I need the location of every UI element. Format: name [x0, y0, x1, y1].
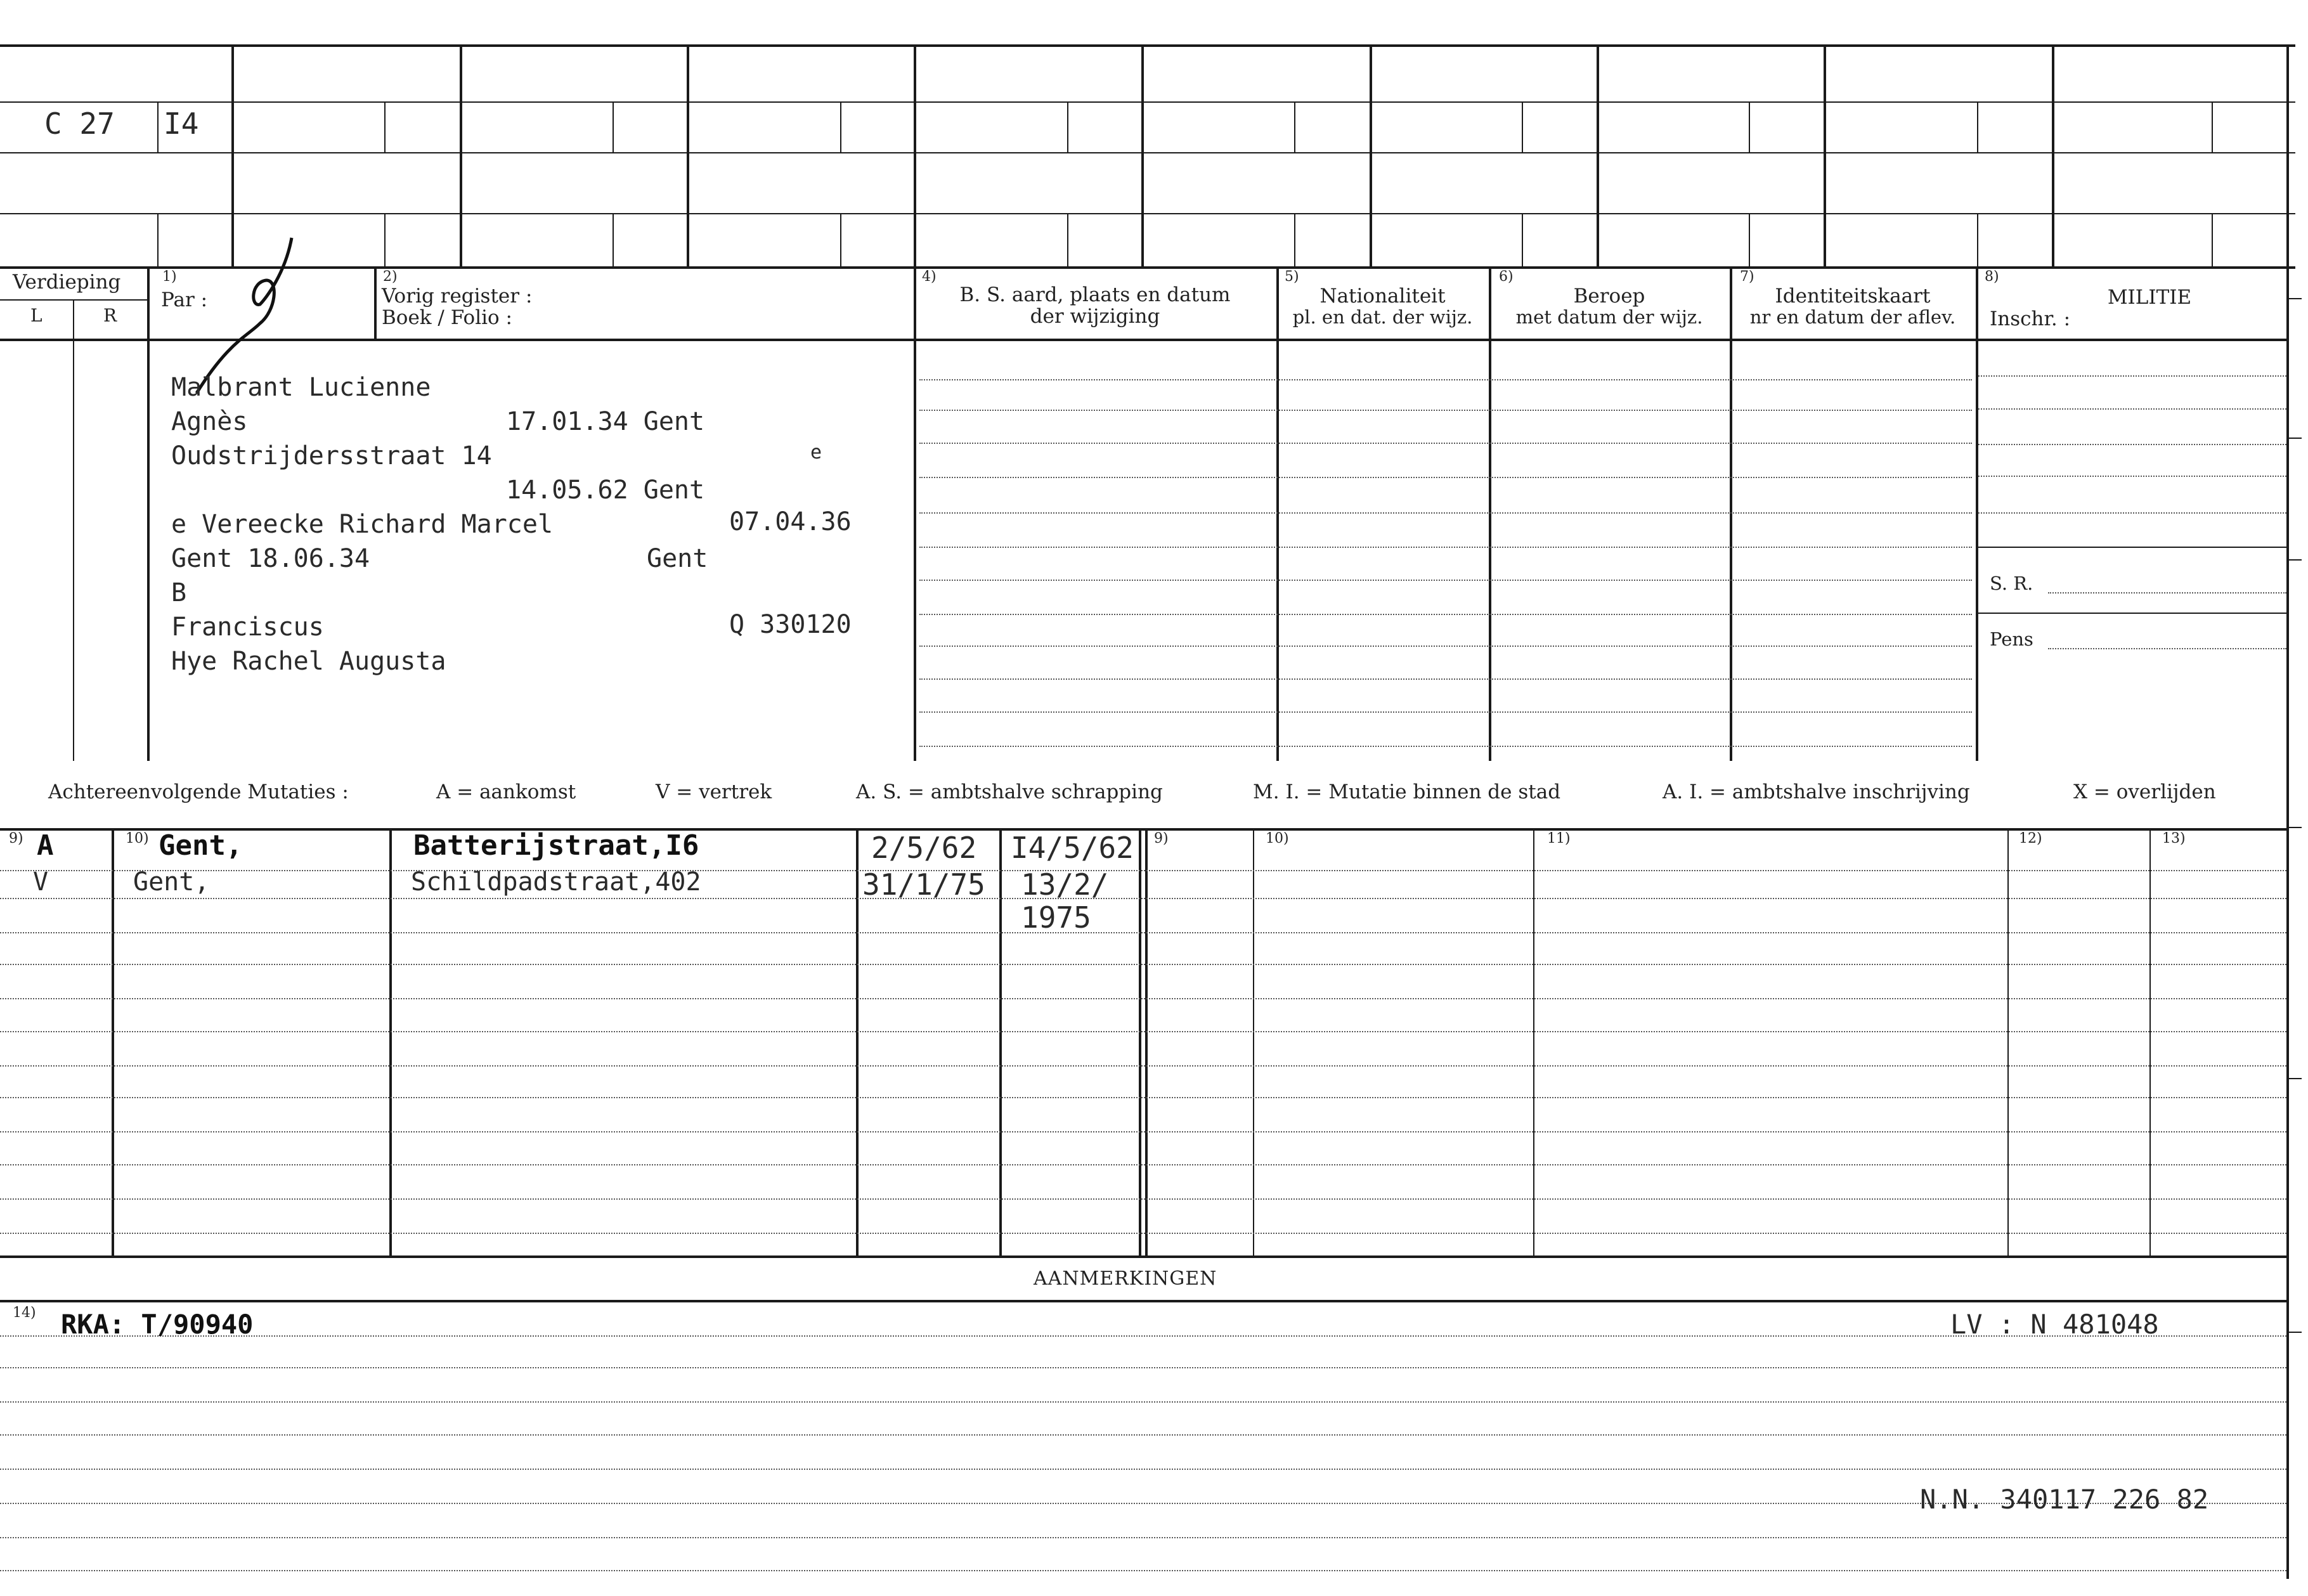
col7-number: 7) [1740, 269, 1754, 285]
verdieping-label: Verdieping [13, 271, 121, 294]
sr-label: S. R. [1990, 573, 2033, 594]
legend-x: X = overlijden [2073, 781, 2216, 803]
person-spouse-date: 07.04.36 [729, 507, 852, 536]
person-spouse-birth: Gent 18.06.34 [171, 544, 370, 573]
col7-header-2: nr en datum der aflev. [1749, 306, 1956, 328]
floor-l-label: L [30, 305, 42, 326]
col8-number: 8) [1985, 269, 1999, 285]
mut-col11-right: 11) [1547, 831, 1571, 847]
mut-row1-type: A [37, 829, 54, 862]
mut-row1-date2: I4/5/62 [1011, 831, 1134, 865]
person-name: Malbrant Lucienne [171, 373, 431, 402]
mut-row1-street: Batterijstraat,I6 [413, 829, 699, 862]
person-firstname-3: Franciscus [171, 613, 324, 642]
col4-header-1: B. S. aard, plaats en datum [959, 283, 1231, 306]
legend-ai: A. I. = ambtshalve inschrijving [1663, 781, 1970, 803]
col5-number: 5) [1285, 269, 1299, 285]
person-spouse-place: Gent [647, 544, 708, 573]
mut-row1-date1: 2/5/62 [871, 831, 977, 865]
remarks-number: 14) [13, 1305, 36, 1321]
floor-r-label: R [103, 305, 117, 326]
legend-v: V = vertrek [656, 781, 772, 803]
person-mother: Hye Rachel Augusta [171, 647, 446, 676]
person-spouse: e Vereecke Richard Marcel [171, 510, 554, 539]
legend-mi: M. I. = Mutatie binnen de stad [1253, 781, 1561, 803]
vorig-register-label: Vorig register : [382, 285, 533, 308]
person-date-2: 14.05.62 Gent [506, 476, 705, 505]
par-label: Par : [161, 289, 208, 311]
mut-row2-date2-year: 1975 [1021, 900, 1091, 935]
person-firstname-2: Agnès [171, 407, 248, 436]
mut-col10-left: 10) [126, 831, 149, 847]
person-birth: 17.01.34 Gent [506, 407, 705, 436]
card-code-2: I4 [164, 107, 199, 141]
remarks-title: AANMERKINGEN [1034, 1268, 1217, 1290]
mut-row2-date1: 31/1/75 [862, 867, 985, 902]
mut-col13-right: 13) [2162, 831, 2186, 847]
mut-col9-left: 9) [9, 831, 23, 847]
mut-row2-type: V [33, 867, 49, 897]
person-address: Oudstrijdersstraat 14 [171, 441, 492, 470]
inschr-label: Inschr. : [1990, 308, 2071, 330]
militie-title: MILITIE [2107, 286, 2192, 309]
col6-number: 6) [1499, 269, 1514, 285]
col6-header-1: Beroep [1573, 285, 1645, 308]
remarks-rka: RKA: T/90940 [61, 1309, 254, 1340]
mut-col12-right: 12) [2019, 831, 2042, 847]
person-b: B [171, 578, 187, 607]
col5-header-1: Nationaliteit [1319, 285, 1446, 308]
remarks-lv: LV : N 481048 [1950, 1309, 2159, 1340]
col4-number: 4) [922, 269, 937, 285]
card-code: C 27 [44, 107, 115, 141]
remarks-nn: N.N. 340117 226 82 [1920, 1484, 2209, 1515]
col5-header-2: pl. en dat. der wijz. [1292, 306, 1473, 328]
col7-header-1: Identiteitskaart [1775, 285, 1931, 308]
col1-number: 1) [162, 269, 177, 285]
mut-row2-date2: 13/2/ [1021, 867, 1109, 902]
person-code: Q 330120 [729, 610, 852, 639]
mut-row2-street: Schildpadstraat,402 [411, 867, 701, 897]
mut-row1-place: Gent, [159, 829, 243, 862]
legend-as: A. S. = ambtshalve schrapping [856, 781, 1163, 803]
col2-number: 2) [383, 269, 398, 285]
pens-label: Pens [1990, 628, 2033, 650]
col4-header-2: der wijziging [1030, 305, 1160, 328]
person-address-mark: e [810, 441, 822, 464]
legend-title: Achtereenvolgende Mutaties : [48, 781, 349, 803]
mut-col9-right: 9) [1154, 831, 1169, 847]
mut-row2-place: Gent, [133, 867, 210, 897]
mut-col10-right: 10) [1266, 831, 1289, 847]
col6-header-2: met datum der wijz. [1515, 306, 1703, 328]
boek-folio-label: Boek / Folio : [382, 306, 512, 329]
legend-a: A = aankomst [436, 781, 576, 803]
